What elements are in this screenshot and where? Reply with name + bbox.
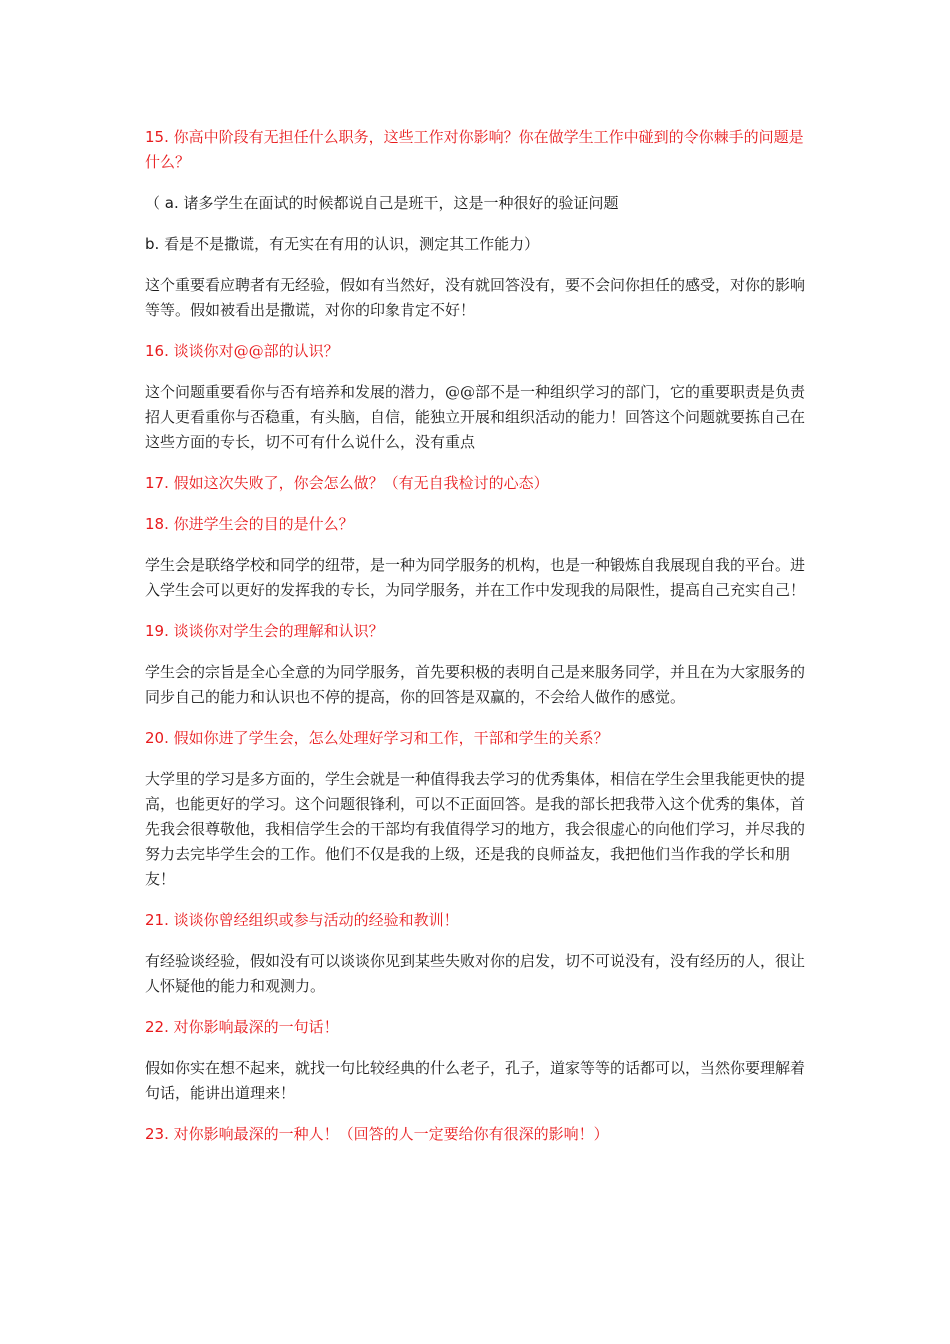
question-text: 谈谈你对学生会的理解和认识？ xyxy=(168,622,384,640)
question-19 xyxy=(145,619,810,644)
answer-22 xyxy=(145,1056,810,1106)
question-text: 对你影响最深的一句话！ xyxy=(168,1018,339,1036)
question-15 xyxy=(145,125,810,175)
paragraph-text: 学生会是联络学校和同学的纽带，是一种为同学服务的机构，也是一种锻炼自我展现自我的平台。进入学生会可以更好的发挥我的专长，为同学服务，并在工作中发现我的局限性，提高自己充实自己！ xyxy=(145,556,806,599)
question-18 xyxy=(145,512,810,537)
question-number: 18. xyxy=(145,515,169,533)
question-number: 22. xyxy=(145,1018,169,1036)
question-number: 15. xyxy=(145,128,169,146)
document-page xyxy=(145,125,810,1163)
question-number: 19. xyxy=(145,622,169,640)
question-text: 你高中阶段有无担任什么职务，这些工作对你影响？你在做学生工作中碰到的令你棘手的问题是什么？ xyxy=(145,128,804,171)
paragraph-text: 学生会的宗旨是全心全意的为同学服务，首先要积极的表明自己是来服务同学，并且在为大家服务的同步自己的能力和认识也不停的提高，你的回答是双赢的，不会给人做作的感觉。 xyxy=(145,663,806,706)
item-marker: （ a. xyxy=(145,194,179,212)
question-17 xyxy=(145,471,810,496)
question-22 xyxy=(145,1015,810,1040)
answer-20 xyxy=(145,767,810,892)
answer-19 xyxy=(145,660,810,710)
question-text: 对你影响最深的一种人！（回答的人一定要给你有很深的影响！） xyxy=(168,1125,609,1143)
paragraph-text: 这个重要看应聘者有无经验，假如有当然好，没有就回答没有，要不会问你担任的感受，对你的影响等等。假如被看出是撒谎，对你的印象肯定不好！ xyxy=(145,276,806,319)
item-marker: b. xyxy=(145,235,160,253)
answer-16 xyxy=(145,380,810,455)
answer-15 xyxy=(145,273,810,323)
question-text: 谈谈你对@@部的认识？ xyxy=(168,342,339,360)
question-number: 23. xyxy=(145,1125,169,1143)
question-number: 16. xyxy=(145,342,169,360)
question-number: 21. xyxy=(145,911,169,929)
question-20 xyxy=(145,726,810,751)
answer-hint-a xyxy=(145,191,810,216)
question-number: 20. xyxy=(145,729,169,747)
paragraph-text: 这个问题重要看你与否有培养和发展的潜力，@@部不是一种组织学习的部门，它的重要职责是负责招人更看重你与否稳重，有头脑，自信，能独立开展和组织活动的能力！回答这个问题就要拣自己在这些方面的专长，切不可有什么说什么，没有重点 xyxy=(145,383,806,451)
paragraph-text: 有经验谈经验，假如没有可以谈谈你见到某些失败对你的启发，切不可说没有，没有经历的人，很让人怀疑他的能力和观测力。 xyxy=(145,952,806,995)
answer-hint-b xyxy=(145,232,810,257)
question-23 xyxy=(145,1122,810,1147)
question-text: 你进学生会的目的是什么？ xyxy=(168,515,354,533)
answer-18 xyxy=(145,553,810,603)
question-text: 假如你进了学生会，怎么处理好学习和工作，干部和学生的关系？ xyxy=(168,729,609,747)
question-text: 谈谈你曾经组织或参与活动的经验和教训！ xyxy=(168,911,459,929)
question-text: 假如这次失败了，你会怎么做？（有无自我检讨的心态） xyxy=(168,474,549,492)
paragraph-text: 诸多学生在面试的时候都说自己是班干，这是一种很好的验证问题 xyxy=(178,194,619,212)
answer-21 xyxy=(145,949,810,999)
paragraph-text: 假如你实在想不起来，就找一句比较经典的什么老子，孔子，道家等等的话都可以，当然你要理解着句话，能讲出道理来！ xyxy=(145,1059,806,1102)
question-21 xyxy=(145,908,810,933)
paragraph-text: 看是不是撒谎，有无实在有用的认识，测定其工作能力） xyxy=(159,235,540,253)
question-number: 17. xyxy=(145,474,169,492)
question-16 xyxy=(145,339,810,364)
paragraph-text: 大学里的学习是多方面的，学生会就是一种值得我去学习的优秀集体，相信在学生会里我能更快的提高，也能更好的学习。这个问题很锋利，可以不正面回答。是我的部长把我带入这个优秀的集体，首先我会很尊敬他，我相信学生会的干部均有我值得学习的地方，我会很虚心的向他们学习，并尽我的努力去完毕学生会的工作。他们不仅是我的上级，还是我的良师益友，我把他们当作我的学长和朋友！ xyxy=(145,770,806,888)
